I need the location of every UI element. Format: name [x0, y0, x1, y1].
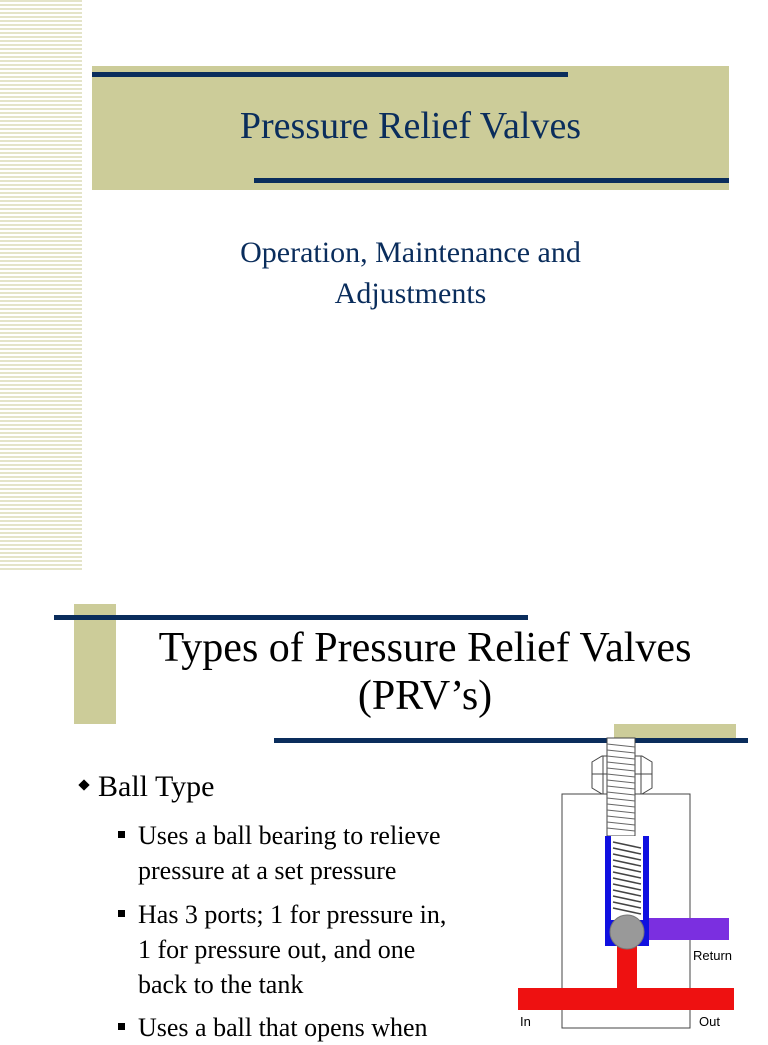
sub-bullet-line: Has 3 ports; 1 for pressure in, — [138, 900, 447, 929]
sub-bullet-line: pressure at a set pressure — [138, 856, 397, 885]
sub-bullet-text — [138, 1010, 498, 1045]
pressure-passage — [617, 946, 637, 990]
content-slide — [0, 580, 768, 1042]
square-bullet-icon — [118, 1023, 125, 1030]
ball-valve-diagram — [515, 738, 755, 1028]
title-line-2: (PRV’s) — [357, 673, 493, 719]
sub-bullet-text — [138, 818, 498, 888]
square-bullet-icon — [118, 831, 125, 838]
sub-bullet-line: Uses a ball that opens when — [138, 1013, 428, 1042]
decorative-stripes — [0, 0, 82, 572]
slide-title: Pressure Relief Valves — [239, 105, 582, 147]
subtitle-line-2: Adjustments — [334, 277, 487, 310]
square-bullet-icon — [118, 910, 125, 917]
sub-bullet-text — [138, 897, 498, 1002]
top-rule — [54, 615, 528, 620]
sub-bullet-3 — [118, 1010, 498, 1045]
label-in: In — [520, 1014, 531, 1029]
label-return: Return — [693, 948, 733, 963]
ball-bearing — [610, 915, 644, 949]
slide-subtitle — [92, 232, 729, 314]
sub-bullet-1 — [118, 818, 498, 888]
slide-title — [110, 624, 740, 720]
diamond-bullet-icon — [78, 779, 89, 790]
sub-bullet-2 — [118, 897, 498, 1002]
top-rule — [92, 72, 568, 77]
sub-bullet-line: back to the tank — [138, 970, 304, 999]
bottom-rule — [254, 178, 729, 183]
pressure-line — [518, 988, 734, 1010]
sub-bullet-line: Uses a ball bearing to relieve — [138, 821, 441, 850]
bullet-ball-type — [80, 770, 215, 804]
return-port — [649, 918, 729, 940]
subtitle-line-1: Operation, Maintenance and — [240, 236, 581, 269]
bullet-text: Ball Type — [98, 770, 215, 803]
title-line-1: Types of Pressure Relief Valves — [158, 625, 692, 671]
label-out: Out — [699, 1014, 720, 1029]
sub-bullet-line: 1 for pressure out, and one — [138, 935, 416, 964]
